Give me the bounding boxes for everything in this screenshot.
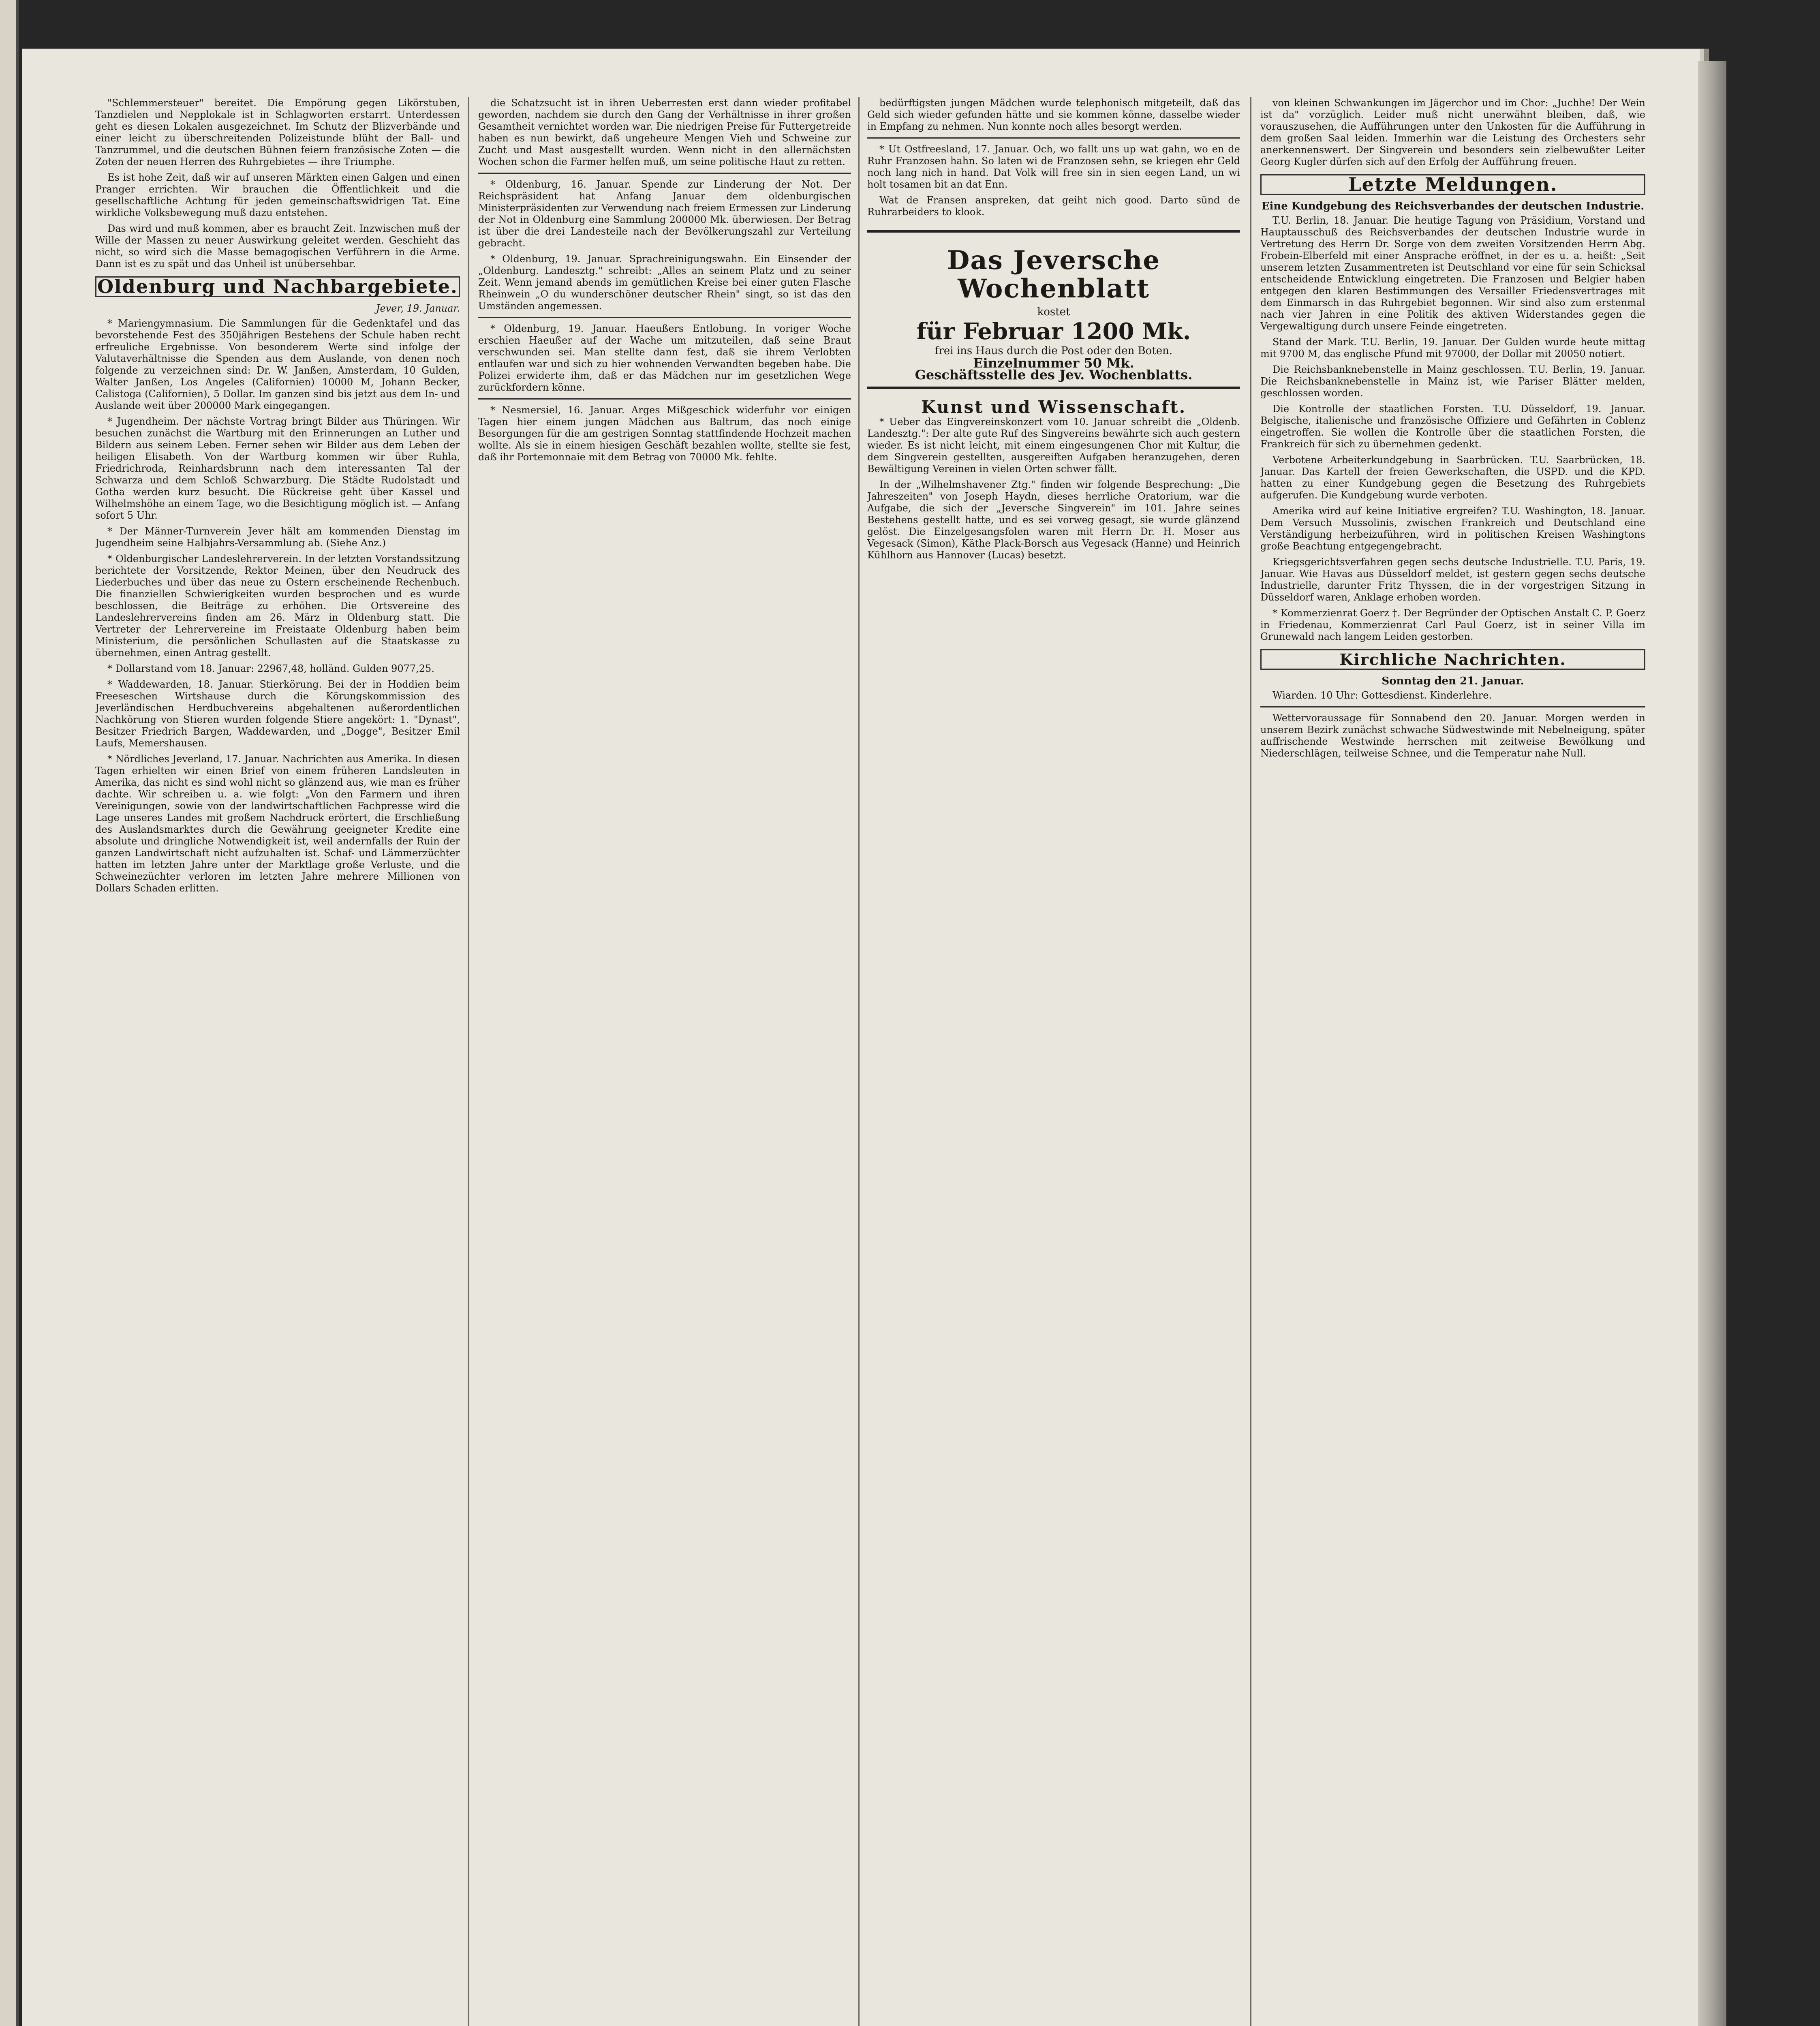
news-item: Kriegsgerichtsverfahren gegen sechs deutsche Industrielle. T.U. Paris, 19. Januar. Wie Havas aus Düsseldorf meldet, ist gestern gegen sechs deutsche Industrielle, darunter Fritz Thyssen, die in der vorgestrigen Sitzung in Düsseldorf waren, Anklage erhoben worden. bbox=[1260, 556, 1645, 603]
ad-title: Das Jeversche Wochenblatt bbox=[947, 245, 1161, 304]
article-paragraph: die Schatzsucht ist in ihren Ueberresten erst dann wieder profitabel geworden, nachdem sie durch den Gang der Verhältnisse in ihrer großen Gesamtheit vernichtet worden war. Die niedrigen Preise für Futtergetreide haben es nun bewirkt, daß ungeheure Mengen Vieh und Schweine zur Zucht und Mast ausgestellt wurden. Wenn nicht in den allernächsten Wochen schon die Farmer helfen muß, um seine politische Haut zu retten. bbox=[478, 97, 851, 167]
ad-delivery: frei ins Haus durch die Post oder den Boten. bbox=[935, 345, 1173, 357]
divider bbox=[478, 398, 851, 400]
news-item: Wat de Fransen anspreken, dat geiht nich good. Darto sünd de Ruhrarbeiders to klook. bbox=[867, 194, 1240, 218]
news-item: * Kommerzienrat Goerz †. Der Begründer der Optischen Anstalt C. P. Goerz in Friedenau, Kommerzienrat Carl Paul Goerz, ist in seiner Villa im Grunewald nach langem Leiden gestorben. bbox=[1260, 607, 1645, 642]
weather-forecast: Wettervoraussage für Sonnabend den 20. Januar. Morgen werden in unserem Bezirk zunächst schwache Südwestwinde mit Nebelneigung, später auffrischende Westwinde herrschen mit zeitweise Bewölkung und Niederschlägen, teilweise Schnee, und die Temperatur nahe Null. bbox=[1260, 712, 1645, 759]
news-item: * Oldenburg, 19. Januar. Haeußers Entlobung. In voriger Woche erschien Haeußer auf der Wache um mitzuteilen, daß seine Braut verschwunden sei. Man stellte dann fest, daß sie ihrem Verlobten entlaufen war und sich zu hier wohnenden Verwandten begeben habe. Die Polizei erwiderte ihm, daß er das Mädchen nur im gesetzlichen Wege zurückfordern könne. bbox=[478, 323, 851, 393]
column-1 bbox=[95, 97, 460, 2026]
news-item: * Mariengymnasium. Die Sammlungen für die Gedenktafel und das bevorstehende Fest des 350jährigen Bestehens der Schule haben recht erfreuliche Ergebnisse. Von besonderem Werte sind infolge der Valutaverhältnisse die Spenden aus dem Auslande, von denen noch folgende zu verzeichnen sind: Dr. W. Janßen, Amsterdam, 10 Gulden, Walter Janßen, Los Angeles (Californien) 10000 M, Johann Becker, Calistoga (Californien), 5 Dollar. Im ganzen sind bis jetzt aus dem In- und Auslande weit über 200000 Mark eingegangen. bbox=[95, 318, 460, 411]
news-item: * Ut Ostfreesland, 17. Januar. Och, wo fallt uns up wat gahn, wo en de Ruhr Franzosen hahn. So laten wi de Franzosen sehn, se kriegen ehr Geld noch lang nich in hand. Dat Volk will free sin in sien eegen Land, un wi holt tosamen bit an dat Enn. bbox=[867, 143, 1240, 190]
news-item: Stand der Mark. T.U. Berlin, 19. Januar. Der Gulden wurde heute mittag mit 9700 M, das englische Pfund mit 97000, der Dollar mit 20050 notiert. bbox=[1260, 336, 1645, 359]
page-stack-edge bbox=[1698, 61, 1726, 2026]
ad-office: Geschäftsstelle des Jev. Wochenblatts. bbox=[915, 367, 1193, 383]
column-2 bbox=[478, 97, 851, 2026]
column-4 bbox=[1260, 97, 1645, 2026]
news-item: Die Kontrolle der staatlichen Forsten. T.U. Düsseldorf, 19. Januar. Belgische, italienische und französische Offiziere und Gefährten in Coblenz eingetroffen. Sie wollen die Kontrolle über die staatlichen Forsten, die Frankreich für sich zu übernehmen gedenkt. bbox=[1260, 403, 1645, 450]
news-item: T.U. Berlin, 18. Januar. Die heutige Tagung von Präsidium, Vorstand und Hauptausschuß des Reichsverbandes der deutschen Industrie wurde in Vertretung des Herrn Dr. Sorge von dem zweiten Vorsitzenden Herrn Abg. Frobein-Elberfeld mit einer Ansprache eröffnet, in der es u. a. heißt: „Seit unserem letzten Zusammentreten ist Deutschland vor eine für sein Schicksal entscheidende Entwicklung eingetreten. Die Franzosen und Belgier haben entgegen den klaren Bestimmungen des Versailler Friedensvertrages mit dem Einmarsch in das Ruhrgebiet begonnen. Wir sind also zum erstenmal nach vier Jahren in eine Politik des aktiven Widerstandes gegen die Vergewaltigung durch unsere Feinde eingetreten. bbox=[1260, 215, 1645, 332]
news-item: * Jugendheim. Der nächste Vortrag bringt Bilder aus Thüringen. Wir besuchen zunächst die Wartburg mit den Erinnerungen an Luther und Bildern aus seinem Leben. Ferner sehen wir Bilder aus dem Leben der heiligen Elisabeth. Von der Wartburg kommen wir über Ruhla, Friedrichroda, Reinhardsbrunn nach dem interessanten Tal der Schwarza und dem Schloß Schwarzburg. Die Städte Rudolstadt und Gotha werden kurz besucht. Die Rückreise geht über Kassel und Wilhelmshöhe an einem Tage, wo die Besichtigung möglich ist. — Anfang sofort 5 Uhr. bbox=[95, 416, 460, 521]
article-paragraph: von kleinen Schwankungen im Jägerchor und im Chor: „Juchhe! Der Wein ist da" vorzüglich. Leider muß nicht unerwähnt bleiben, daß, wie vorauszusehen, die Aufführungen unter den Unkosten für die Aufführung in dem großen Saal leiden. Immerhin war die Leistung des Orchesters sehr anerkennenswert. Der Singverein und besonders sein zielbewußter Leiter Georg Kugler dürfen sich auf den Erfolg der Aufführung freuen. bbox=[1260, 97, 1645, 167]
news-item: * Der Männer-Turnverein Jever hält am kommenden Dienstag im Jugendheim seine Halbjahrs-Versammlung ab. (Siehe Anz.) bbox=[95, 526, 460, 549]
column-rule bbox=[1250, 97, 1251, 2026]
news-item: * Oldenburg, 16. Januar. Spende zur Linderung der Not. Der Reichspräsident hat Anfang Januar dem oldenburgischen Ministerpräsidenten zur Verwendung nach freiem Ermessen zur Linderung der Not in Oldenburg eine Sammlung 200000 Mk. überwiesen. Der Betrag ist über die drei Landesteile nach der Bevölkerungszahl zur Verteilung gebracht. bbox=[478, 179, 851, 249]
ad-kostet: kostet bbox=[1037, 306, 1070, 318]
subheading: Eine Kundgebung des Reichsverbandes der deutschen Industrie. bbox=[1261, 200, 1645, 212]
column-3 bbox=[867, 97, 1240, 2026]
news-item: In der „Wilhelmshavener Ztg." finden wir folgende Besprechung: „Die Jahreszeiten" von Joseph Haydn, dieses herrliche Oratorium, war die Aufgabe, die sich der „Jeversche Singverein" im 101. Jahre seines Bestehens gestellt hatte, und es sei vorweg gesagt, sie wurde glänzend gelöst. Die Einzelgesangsfolen waren mit Herrn Dr. H. Moser aus Vegesack (Simon), Käthe Plack-Borsch aus Vegesack (Hanne) und Heinrich Kühlhorn aus Hannover (Lucas) besetzt. bbox=[867, 479, 1240, 561]
divider bbox=[478, 317, 851, 318]
news-item: * Nördliches Jeverland, 17. Januar. Nachrichten aus Amerika. In diesen Tagen erhielten wir einen Brief von einem früheren Landsleuten in Amerika, das nicht es sind wohl nicht so glänzend aus, wie man es früher dachte. Wir schreiben u. a. wie folgt: „Von den Farmern und ihren Vereinigungen, sowie von der landwirtschaftlichen Fachpresse wird die Lage unseres Landes mit großem Nachdruck erörtert, die Erschließung des Auslandsmarktes durch die Gewährung geeigneter Kredite eine absolute und dringliche Notwendigkeit ist, weil andernfalls der Ruin der ganzen Landwirtschaft nicht aufzuhalten ist. Schaf- und Lämmerzüchter hatten im letzten Jahre unter der Marktlage große Verluste, und die Schweinezüchter verloren im letzten Jahre mehrere Millionen von Dollars Schaden erlitten. bbox=[95, 753, 460, 894]
article-paragraph: Das wird und muß kommen, aber es braucht Zeit. Inzwischen muß der Wille der Massen zu neuer Auswirkung geleitet werden. Geschieht das nicht, so wird sich die Masse bemagogischen Verführern in die Arme. Dann ist es zu spät und das Unheil ist unübersehbar. bbox=[95, 223, 460, 269]
divider bbox=[1260, 706, 1645, 707]
section-heading-kunst: Kunst und Wissenschaft. bbox=[921, 397, 1187, 417]
news-item: * Oldenburgischer Landeslehrerverein. In der letzten Vorstandssitzung berichtete der Vorsitzende, Rektor Meinen, über den Neudruck des Liederbuches und über das neue zu Ostern erscheinende Rechenbuch. Die finanziellen Schwierigkeiten wurden besprochen und es wurde beschlossen, die Beiträge zu erhöhen. Die Ortsvereine des Landeslehrervereins finden am 26. März in Oldenburg statt. Die Vertreter der Lehrervereine im Freistaate Oldenburg haben beim Ministerium, die persönlichen Schullasten auf die Staatskasse zu übernehmen, einen Antrag gestellt. bbox=[95, 553, 460, 658]
section-heading-letzte-meldungen: Letzte Meldungen. bbox=[1260, 174, 1645, 195]
section-heading-kirchliche: Kirchliche Nachrichten. bbox=[1260, 649, 1645, 670]
article-paragraph: "Schlemmersteuer" bereitet. Die Empörung gegen Likörstuben, Tanzdielen und Nepplokale ist in Schlagworten erstarrt. Unterdessen geht es diesen Lokalen ausgezeichnet. Im Schutz der Blizverbände und einer leicht zu überschreitenden Polizeistunde blüht der Ball- und Tanzrummel, und die deutschen Bühnen feiern französische Zoten — die Zoten der neuen Herren des Ruhrgebietes — ihre Triumphe. bbox=[95, 97, 460, 167]
article-paragraph: bedürftigsten jungen Mädchen wurde telephonisch mitgeteilt, daß das Geld sich wieder gefunden hätte und sie kommen könne, dasselbe wieder in Empfang zu nehmen. Nun konnte noch alles besorgt werden. bbox=[867, 97, 1240, 132]
church-date: Sonntag den 21. Januar. bbox=[1382, 675, 1524, 687]
column-rule bbox=[858, 97, 860, 2026]
ad-price: für Februar 1200 Mk. bbox=[916, 318, 1191, 345]
news-item: * Oldenburg, 19. Januar. Sprachreinigungswahn. Ein Einsender der „Oldenburg. Landesztg." schreibt: „Alles an seinem Platz und zu seiner Zeit. Wenn jemand abends im gemütlichen Kreise bei einer guten Flasche Rheinwein „O du wunderschöner deutscher Rhein" singt, so ist das den Umständen angemessen. bbox=[478, 253, 851, 312]
section-heading-oldenburg: Oldenburg und Nachbargebiete. bbox=[95, 276, 460, 297]
previous-page-edge bbox=[0, 0, 19, 2026]
news-item: * Nesmersiel, 16. Januar. Arges Mißgeschick widerfuhr vor einigen Tagen hier einem jungen Mädchen aus Baltrum, das noch einige Besorgungen für die am gestrigen Sonntag stattfindende Hochzeit machen wollte. Als sie in einem hiesigen Geschäft bezahlen wollte, stellte sie fest, daß ihr Portemonnaie mit dem Betrag von 70000 Mk. fehlte. bbox=[478, 404, 851, 463]
ad-single-issue: Einzelnummer 50 Mk. bbox=[973, 355, 1134, 371]
news-item: * Ueber das Eingvereinskonzert vom 10. Januar schreibt die „Oldenb. Landesztg.": Der alte gute Ruf des Singvereins bewährte sich auch gestern wieder. Es ist nicht leicht, mit einem eingesungenen Chor mit Kultur, die dem Singverein gestellten, ausgereiften Aufgaben heranzugehen, deren Bewältigung Vereinen in vielen Orten schwer fällt. bbox=[867, 416, 1240, 474]
news-item: Die Reichsbanknebenstelle in Mainz geschlossen. T.U. Berlin, 19. Januar. Die Reichsbanknebenstelle in Mainz ist, wie Pariser Blätter melden, geschlossen worden. bbox=[1260, 364, 1645, 399]
dateline: Jever, 19. Januar. bbox=[376, 303, 460, 314]
news-item: Verbotene Arbeiterkundgebung in Saarbrücken. T.U. Saarbrücken, 18. Januar. Das Kartell der freien Gewerkschaften, die USPD. und die KPD. hatten zu einer Kundgebung gegen die Besetzung des Ruhrgebiets aufgerufen. Die Kundgebung wurde verboten. bbox=[1260, 454, 1645, 501]
divider bbox=[867, 137, 1240, 139]
news-item: * Dollarstand vom 18. Januar: 22967,48, holländ. Gulden 9077,25. bbox=[107, 663, 434, 674]
subscription-advertisement bbox=[867, 230, 1240, 389]
divider bbox=[478, 173, 851, 174]
news-item: * Waddewarden, 18. Januar. Stierkörung. Bei der in Hoddien beim Freeseschen Wirtshause durch die Körungskommission des Jeverländischen Herdbuchvereins abgehaltenen außerordentlichen Nachkörung von Stieren wurden folgende Stiere angekört: 1. "Dynast", Besitzer Friedrich Bargen, Waddewarden, und „Dogge", Besitzer Emil Laufs, Memershausen. bbox=[95, 679, 460, 749]
news-item: Amerika wird auf keine Initiative ergreifen? T.U. Washington, 18. Januar. Dem Versuch Mussolinis, zwischen Frankreich und Deutschland eine Verständigung herbeizuführen, wird in politischen Kreisen Washingtons große Beachtung entgegengebracht. bbox=[1260, 505, 1645, 552]
article-paragraph: Es ist hohe Zeit, daß wir auf unseren Märkten einen Galgen und einen Pranger errichten. Wir brauchen die Öffentlichkeit und die gesellschaftliche Achtung für jeden gemeinschaftswidrigen Tat. Eine wirkliche Volksbewegung muß dazu entstehen. bbox=[95, 172, 460, 218]
church-entry: Wiarden. 10 Uhr: Gottesdienst. Kinderlehre. bbox=[1273, 690, 1492, 701]
column-rule bbox=[468, 97, 469, 2026]
